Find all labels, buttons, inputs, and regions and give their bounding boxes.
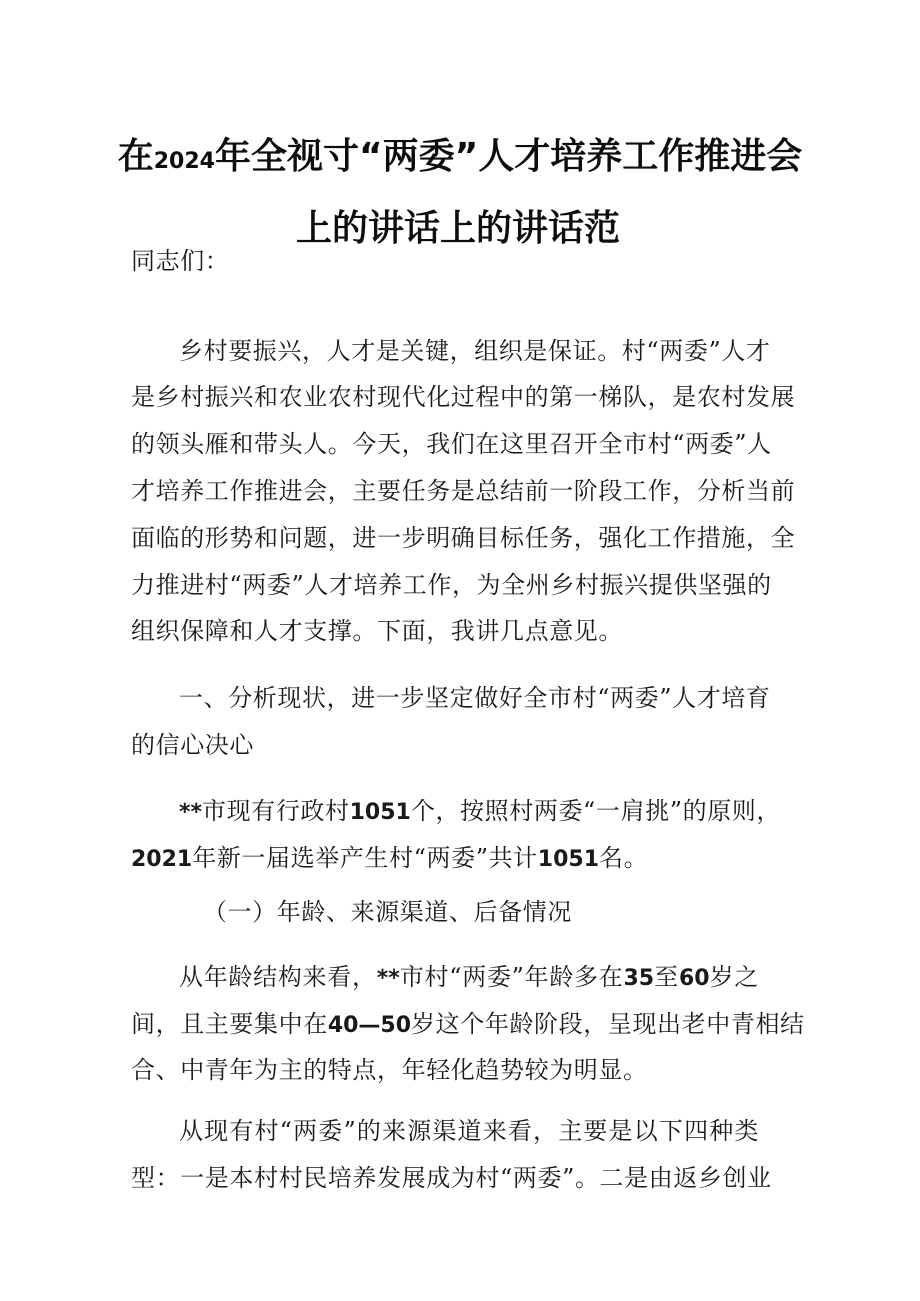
bold-text: **	[179, 800, 203, 825]
paragraph-line: 型：一是本村村民培养发展成为村“两委”。二是由返乡创业	[131, 1164, 772, 1192]
text: 从年龄结构来看，	[179, 963, 377, 991]
number: 1051	[349, 800, 411, 825]
number: 1051	[537, 847, 600, 872]
text: 岁之	[709, 963, 759, 991]
paragraph-line: 合、中青年为主的特点，年轻化趋势较为明显。	[131, 1056, 648, 1084]
title-text: 年全视寸“两委”人才培养工作推进会	[214, 136, 803, 177]
salutation: 同志们：	[131, 247, 230, 275]
paragraph-line	[179, 962, 759, 994]
number: 35	[623, 966, 655, 991]
paragraph-line	[179, 796, 781, 828]
text: 个，按照村两委“一肩挑”的原则，	[410, 797, 781, 825]
paragraph-line	[131, 1009, 805, 1041]
section-heading: 的信心决心	[131, 731, 254, 759]
number: 40—50	[327, 1013, 412, 1038]
paragraph-line: 是乡村振兴和农业农村现代化过程中的第一梯队，是农村发展	[131, 383, 796, 411]
title-line-2: 上的讲话上的讲话范	[295, 208, 620, 249]
text: 市现有行政村	[202, 797, 350, 825]
paragraph-line: 才培养工作推进会，主要任务是总结前一阶段工作，分析当前	[131, 477, 796, 505]
number: 2021	[131, 847, 193, 872]
text: 名。	[599, 844, 649, 872]
text: 岁这个年龄阶段，呈现出老中青相结	[411, 1010, 805, 1038]
paragraph-line: 从现有村“两委”的来源渠道来看，主要是以下四种类	[179, 1117, 759, 1145]
paragraph-line: 力推进村“两委”人才培养工作，为全州乡村振兴提供坚强的	[131, 571, 772, 599]
text: 间，且主要集中在	[131, 1010, 328, 1038]
text: 至	[654, 963, 679, 991]
paragraph-line: 的领头雁和带头人。今天，我们在这里召开全市村“两委”人	[131, 430, 772, 458]
paragraph-line: 乡村要振兴，人才是关键，组织是保证。村“两委”人才	[179, 337, 771, 365]
paragraph-line: 面临的形势和问题，进一步明确目标任务，强化工作措施，全	[131, 524, 796, 552]
subsection-heading: （一）年龄、来源渠道、后备情况	[203, 898, 572, 926]
number: 60	[678, 966, 710, 991]
title-text: 在	[117, 136, 154, 177]
paragraph-line: 组织保障和人才支撑。下面，我讲几点意见。	[131, 617, 623, 645]
text: 市村“两委”年龄多在	[399, 963, 624, 991]
title-line-1	[0, 128, 920, 179]
bold-text: **	[376, 966, 400, 991]
text: 年新一届选举产生村“两委”共计	[192, 844, 538, 872]
paragraph-line	[131, 843, 759, 875]
title-year: 2024	[153, 149, 215, 174]
section-heading: 一、分析现状，进一步坚定做好全市村“两委”人才培育	[179, 684, 771, 712]
